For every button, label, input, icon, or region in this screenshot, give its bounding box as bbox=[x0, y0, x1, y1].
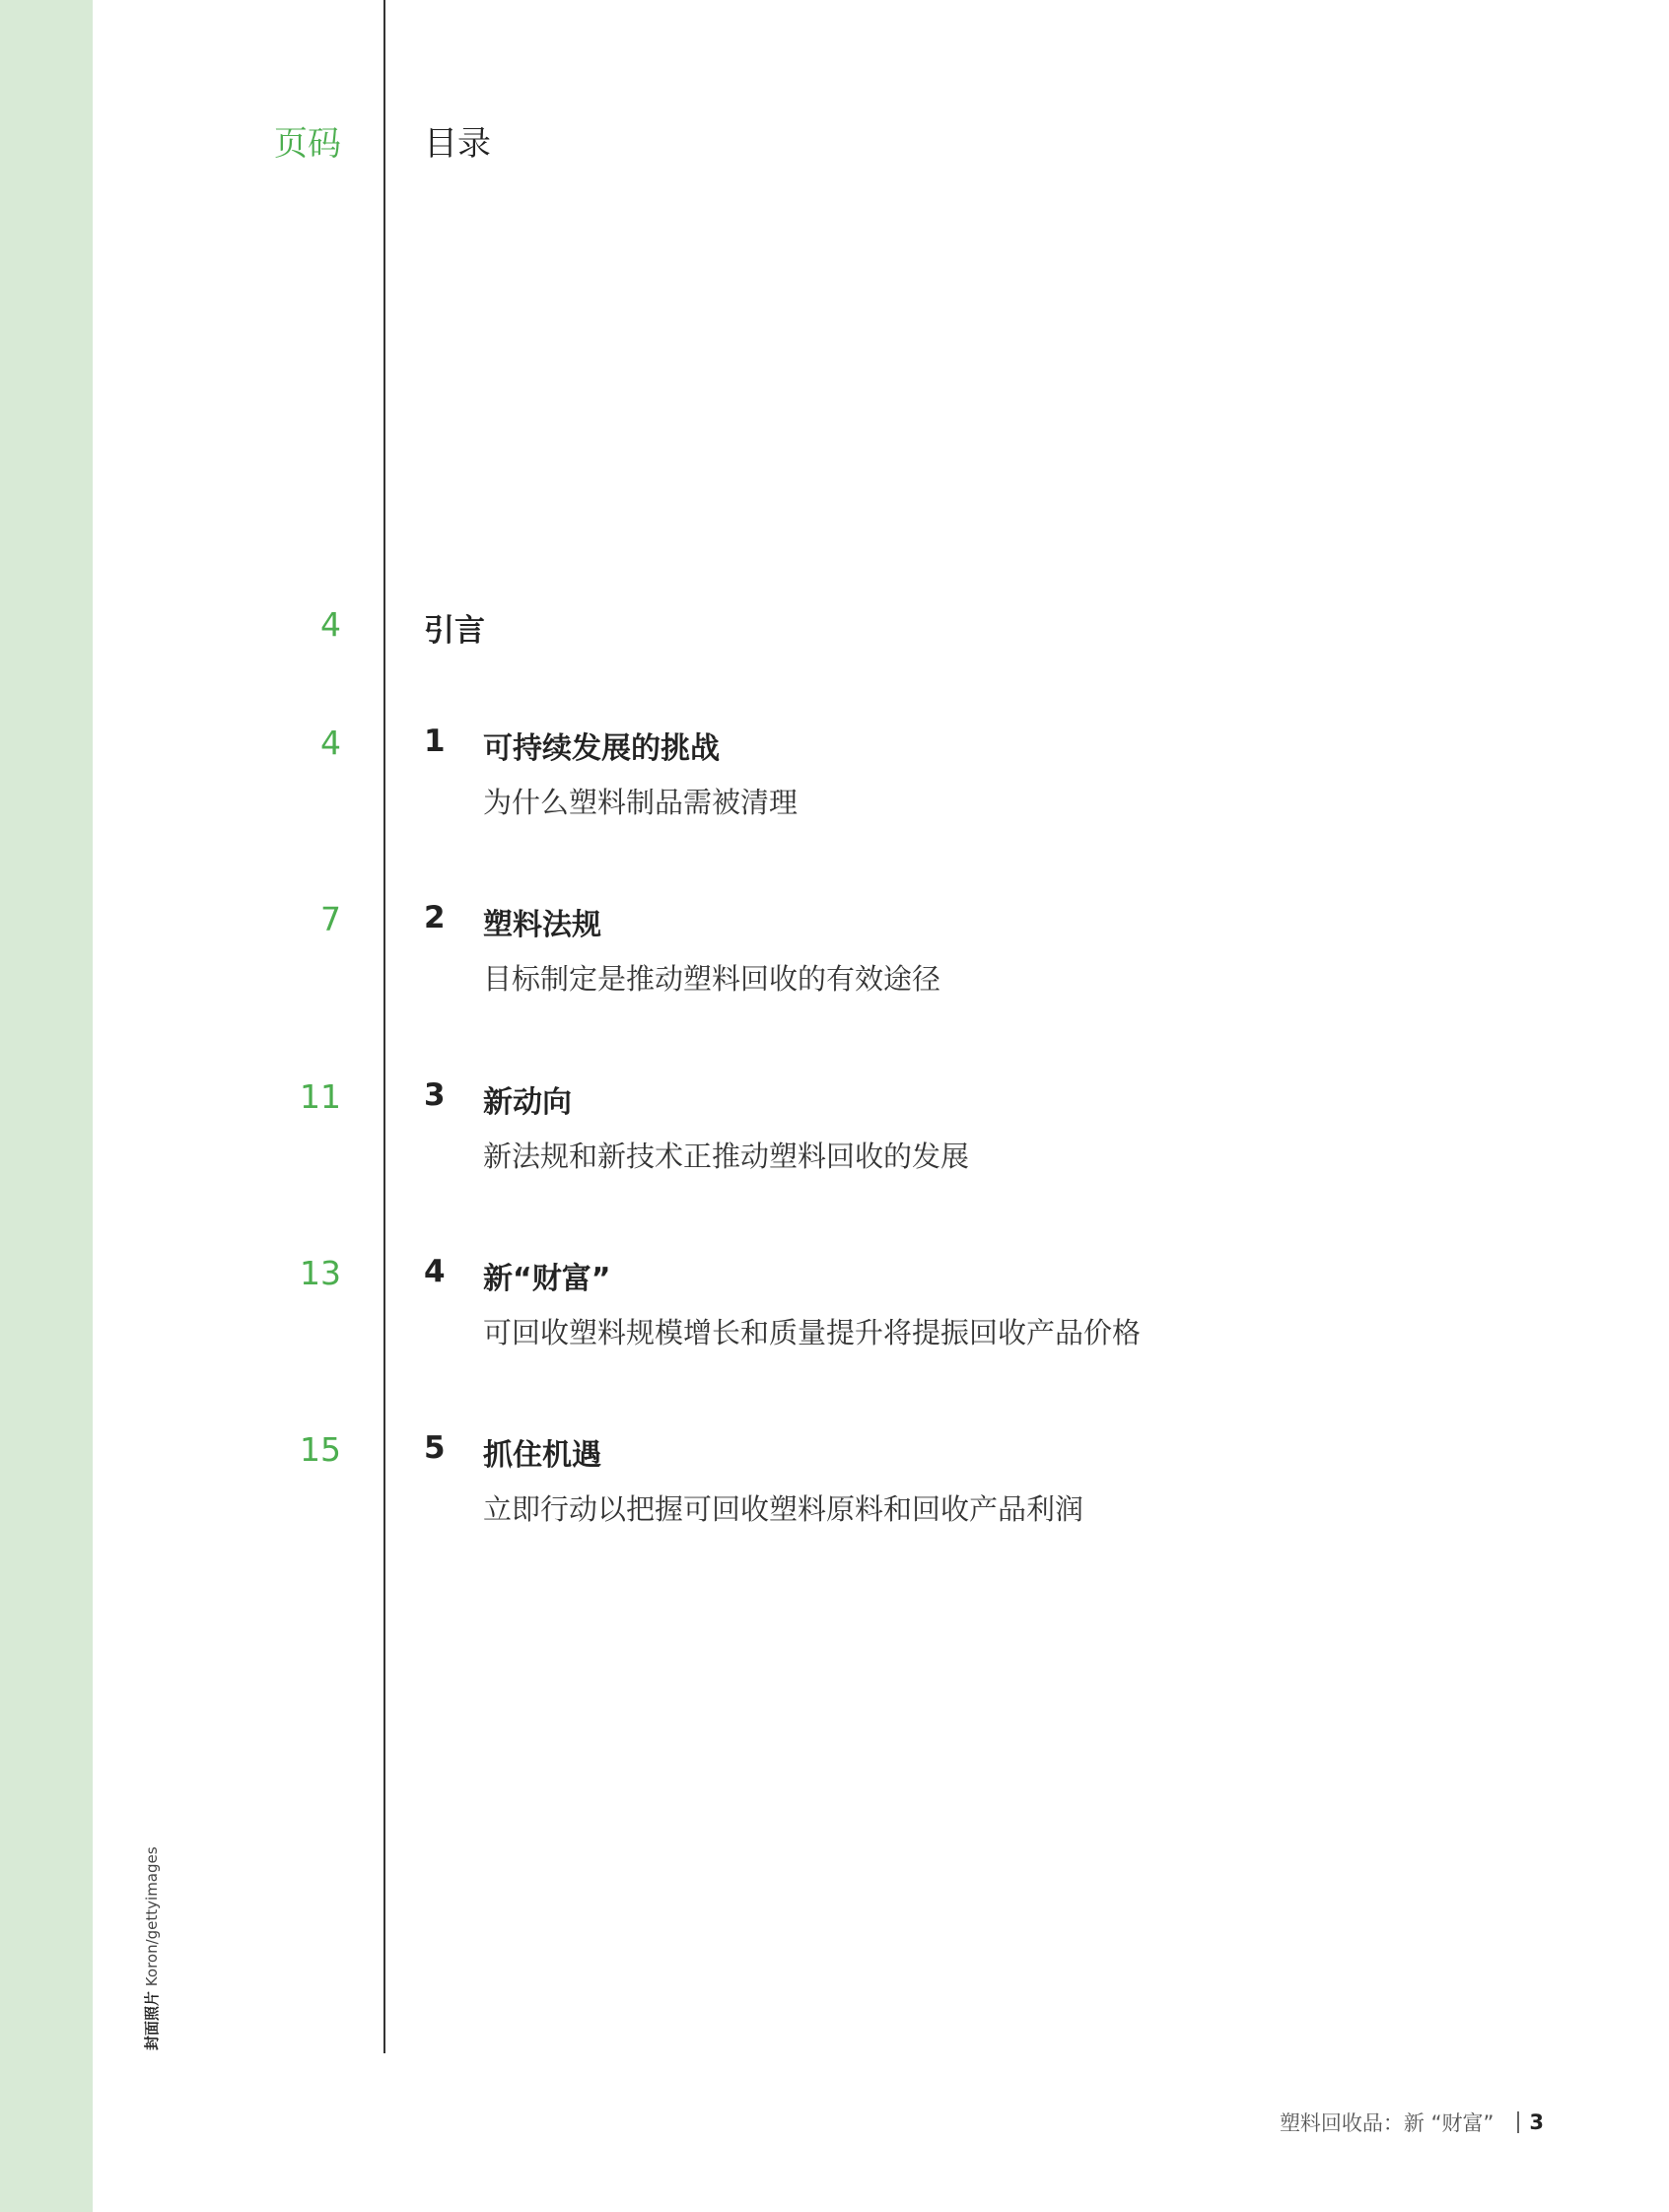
photo-credit bbox=[141, 1846, 162, 2050]
photo-credit-label: 封面照片 bbox=[143, 1990, 161, 2050]
vertical-divider bbox=[383, 0, 385, 2053]
footer-separator bbox=[1517, 2111, 1519, 2133]
toc-page-number: 15 bbox=[300, 1430, 341, 1469]
toc-entry-subtitle: 目标制定是推动塑料回收的有效途径 bbox=[483, 962, 941, 996]
photo-credit-source: Koron/gettyimages bbox=[143, 1846, 161, 1987]
page-column-header: 页码 bbox=[274, 124, 341, 164]
toc-page-number: 11 bbox=[300, 1077, 341, 1116]
toc-entry-title: 新动向 bbox=[483, 1085, 572, 1120]
footer-doc-title: 塑料回收品：新 “财富” bbox=[1279, 2111, 1495, 2135]
toc-entry-subtitle: 新法规和新技术正推动塑料回收的发展 bbox=[483, 1140, 970, 1173]
toc-heading: 目录 bbox=[424, 124, 491, 164]
toc-entry-title: 新“财富” bbox=[483, 1262, 611, 1296]
toc-chapter-number: 1 bbox=[424, 724, 446, 759]
toc-entry-subtitle: 可回收塑料规模增长和质量提升将提振回收产品价格 bbox=[483, 1316, 1142, 1349]
toc-chapter-number: 3 bbox=[424, 1077, 446, 1113]
side-color-band bbox=[0, 0, 93, 2212]
toc-entry-title: 可持续发展的挑战 bbox=[483, 731, 720, 766]
toc-entry-title: 抓住机遇 bbox=[483, 1438, 601, 1473]
footer-page-number: 3 bbox=[1529, 2110, 1544, 2134]
toc-chapter-number: 4 bbox=[424, 1254, 446, 1289]
toc-entry-title: 引言 bbox=[424, 613, 485, 649]
toc-page-number: 7 bbox=[320, 900, 341, 938]
toc-entry-subtitle: 为什么塑料制品需被清理 bbox=[483, 786, 799, 819]
toc-chapter-number: 2 bbox=[424, 900, 446, 935]
toc-entry-title: 塑料法规 bbox=[483, 908, 601, 942]
toc-page-number: 4 bbox=[320, 605, 341, 644]
page-footer bbox=[1280, 2108, 1544, 2137]
toc-chapter-number: 5 bbox=[424, 1430, 446, 1466]
toc-entry-subtitle: 立即行动以把握可回收塑料原料和回收产品利润 bbox=[483, 1492, 1084, 1526]
toc-page-number: 4 bbox=[320, 724, 341, 762]
toc-page-number: 13 bbox=[300, 1254, 341, 1292]
